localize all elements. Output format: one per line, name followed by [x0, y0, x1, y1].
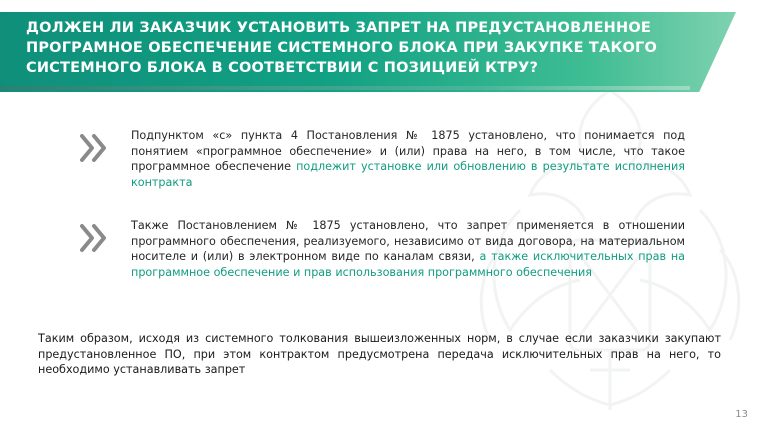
header-underline: [0, 86, 690, 90]
page-number: 13: [735, 409, 748, 420]
double-chevron-right-icon: [78, 130, 112, 166]
bullet-text-main: Подпунктом «с» пункта 4 Постановления № 1875 установлено, что понимается под понятием «программное обеспечение» и (или) права на него, в том числе, что такое программное обеспечение: [131, 129, 685, 173]
double-chevron-right-icon: [78, 220, 112, 256]
bullet-point-1: [78, 128, 688, 198]
bullet-text-accent: а также исключительных прав на программное обеспечение и прав использования программного обеспечения: [131, 250, 686, 279]
bullet-text-main: Также Постановлением № 1875 установлено, что запрет применяется в отношении программного обеспечения, реализуемого, независимо от вида договора, на материальном носителе и (или) в электронном виде по каналам связи,: [131, 219, 685, 263]
bullet-text-1: [131, 128, 685, 190]
conclusion-paragraph: Таким образом, исходя из системного толкования вышеизложенных норм, в случае если заказчики закупают предустановленное ПО, при этом контрактом предусмотрена передача исключительных прав на него, то необходимо устанавливать запрет: [38, 332, 721, 376]
slide-title: ДОЛЖЕН ЛИ ЗАКАЗЧИК УСТАНОВИТЬ ЗАПРЕТ НА ПРЕДУСТАНОВЛЕННОЕ ПРОГРАМНОЕ ОБЕСПЕЧЕНИЕ СИСТЕМНОГО БЛОКА ПРИ ЗАКУПКЕ ТАКОГО СИСТЕМНОГО БЛОКА В СООТВЕТСТВИИ С ПОЗИЦИЕЙ КТРУ?: [26, 20, 657, 76]
bullet-text-accent: подлежит установке или обновлению в результате исполнения контракта: [131, 160, 685, 189]
bullet-point-2: [78, 218, 688, 298]
bullet-text-2: [131, 218, 685, 280]
